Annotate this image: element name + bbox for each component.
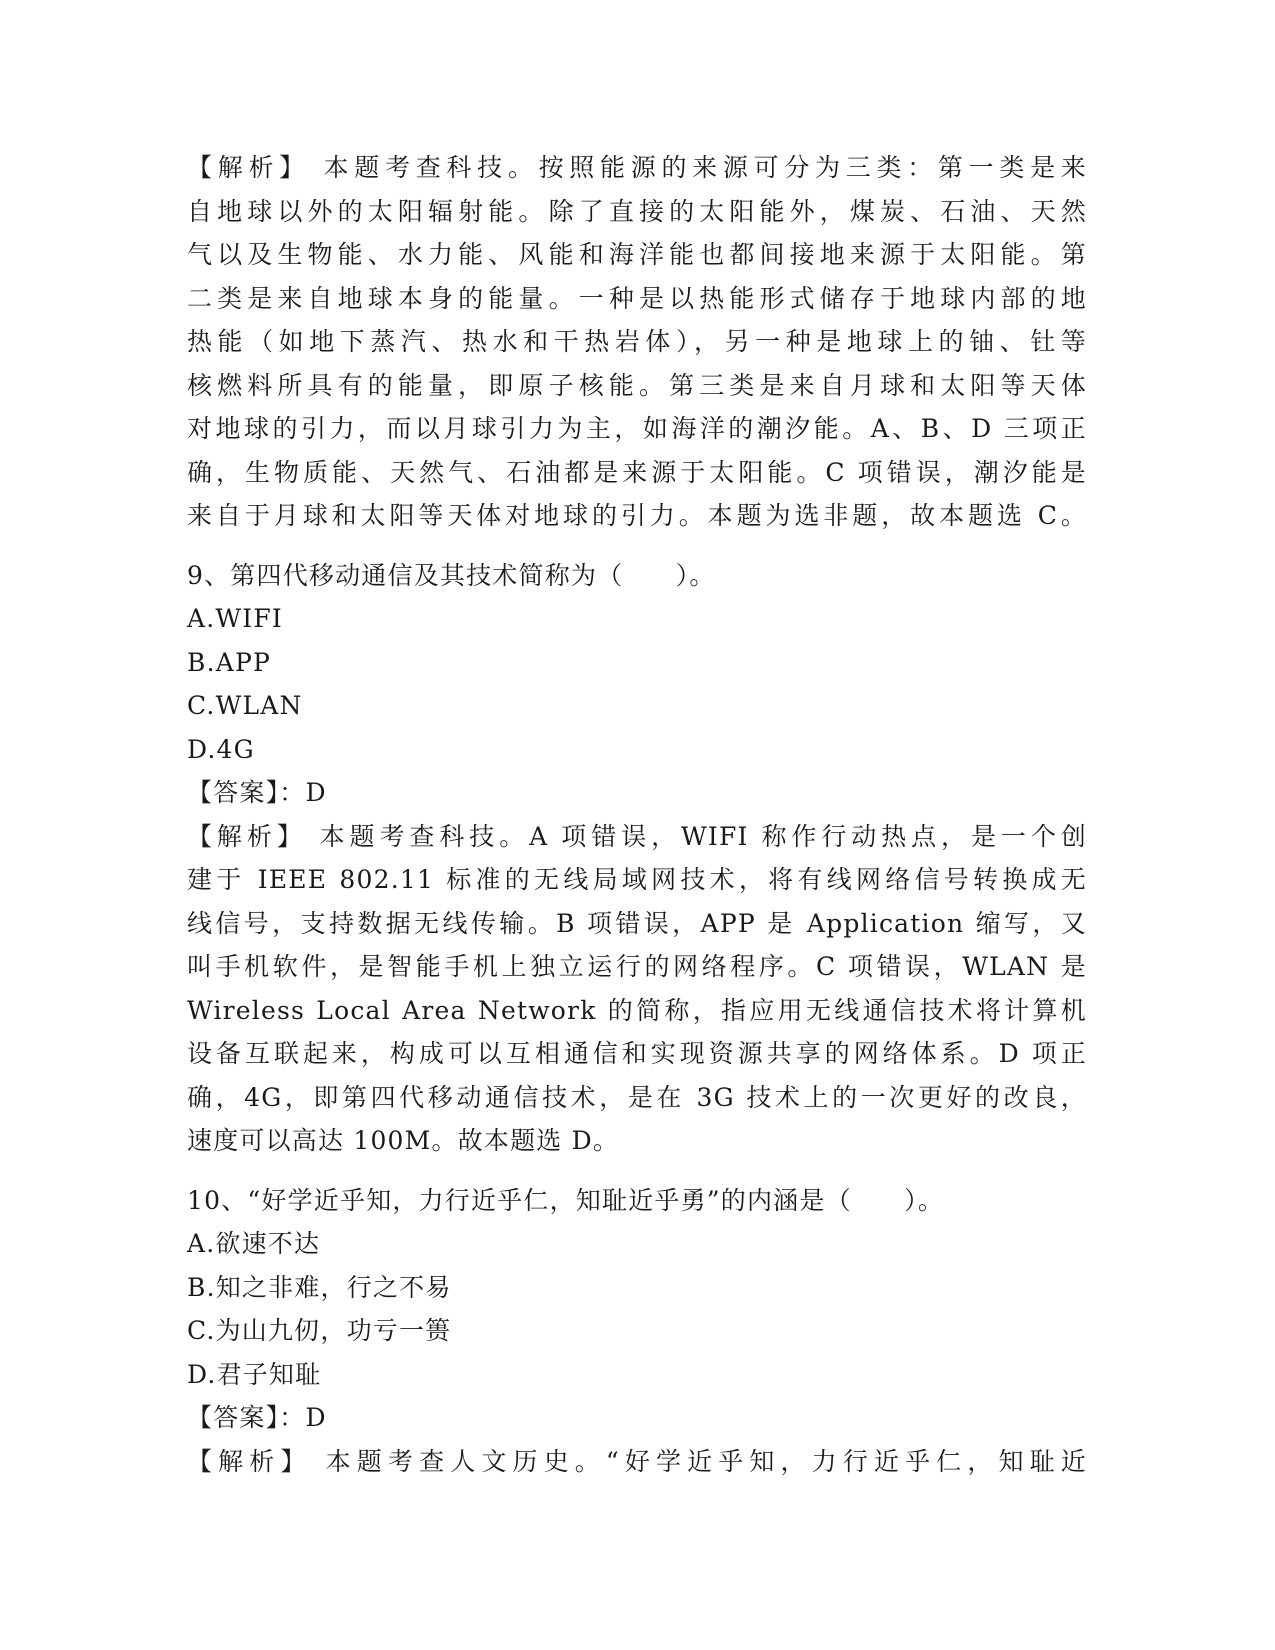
option-b: B.知之非难，行之不易	[187, 1272, 452, 1302]
option-d: D.君子知耻	[187, 1359, 322, 1389]
analysis-line: 设备互联起来，构成可以互相通信和实现资源共享的网络体系。D 项正	[187, 1039, 1087, 1068]
analysis-line: 【解析】 本题考查人文历史。“好学近乎知，力行近乎仁，知耻近	[187, 1446, 1087, 1476]
question-text: 10、“好学近乎知，力行近乎仁，知耻近乎勇”的内涵是（ ）。	[187, 1185, 945, 1215]
analysis-line: 叫手机软件，是智能手机上独立运行的网络程序。C 项错误，WLAN 是	[187, 952, 1087, 981]
option-c: C.为山九仞，功亏一篑	[187, 1316, 452, 1345]
analysis-line: 确，生物质能、天然气、石油都是来源于太阳能。C 项错误，潮汐能是	[187, 457, 1087, 487]
option-d: D.4G	[187, 734, 255, 764]
option-b: B.APP	[187, 647, 272, 677]
analysis-line: 自地球以外的太阳辐射能。除了直接的太阳能外，煤炭、石油、天然	[187, 196, 1087, 226]
analysis-line: 速度可以高达 100M。故本题选 D。	[187, 1126, 620, 1155]
analysis-line: 来自于月球和太阳等天体对地球的引力。本题为选非题，故本题选 C。	[187, 501, 1087, 530]
analysis-line: 【解析】 本题考查科技。按照能源的来源可分为三类：第一类是来	[187, 153, 1087, 182]
question-9-block	[187, 554, 1087, 1163]
analysis-line: 核燃料所具有的能量，即原子核能。第三类是来自月球和太阳等天体	[187, 370, 1087, 400]
answer-line: 【答案】：D	[187, 1403, 327, 1432]
option-a: A.欲速不达	[187, 1229, 321, 1258]
option-c: C.WLAN	[187, 691, 303, 720]
question-text: 9、第四代移动通信及其技术简称为（ ）。	[187, 560, 716, 590]
analysis-line: 确，4G，即第四代移动通信技术，是在 3G 技术上的一次更好的改良，	[187, 1082, 1087, 1112]
analysis-line: 二类是来自地球本身的能量。一种是以热能形式储存于地球内部的地	[187, 283, 1087, 313]
prev-analysis-block	[187, 146, 1087, 538]
analysis-line: 气以及生物能、水力能、风能和海洋能也都间接地来源于太阳能。第	[187, 240, 1087, 269]
analysis-line: 线信号，支持数据无线传输。B 项错误，APP 是 Application 缩写，又	[187, 908, 1087, 938]
analysis-line: Wireless Local Area Network 的简称，指应用无线通信技术将计算机	[187, 995, 1087, 1025]
document-page	[187, 146, 1087, 1483]
analysis-line: 热能（如地下蒸汽、热水和干热岩体），另一种是地球上的铀、钍等	[187, 327, 1087, 356]
answer-line: 【答案】：D	[187, 778, 327, 807]
analysis-line: 建于 IEEE 802.11 标准的无线局域网技术，将有线网络信号转换成无	[187, 865, 1087, 894]
question-10-block	[187, 1179, 1087, 1484]
analysis-line: 【解析】 本题考查科技。A 项错误，WIFI 称作行动热点，是一个创	[187, 821, 1087, 851]
analysis-line: 对地球的引力，而以月球引力为主，如海洋的潮汐能。A、B、D 三项正	[187, 414, 1087, 443]
option-a: A.WIFI	[187, 604, 283, 633]
